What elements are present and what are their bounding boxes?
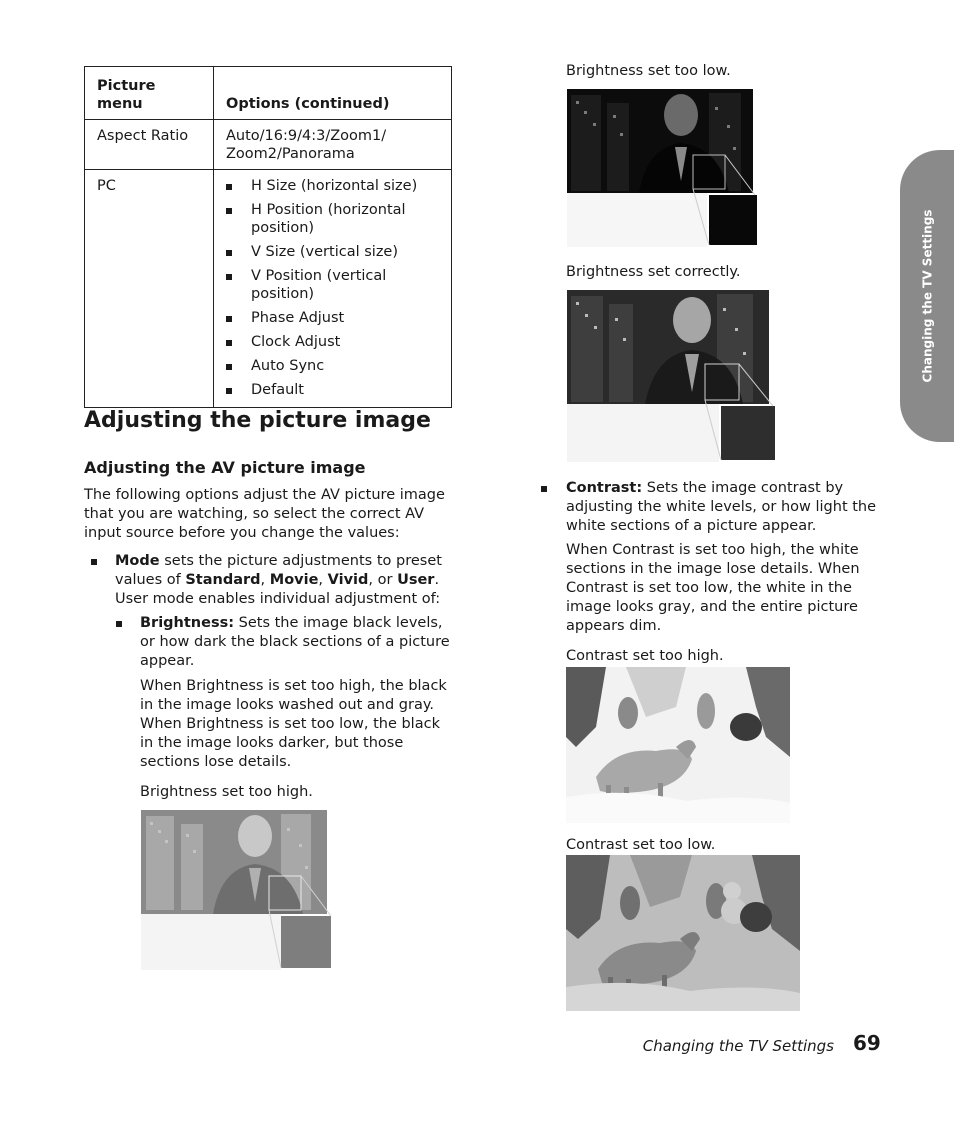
- options-table: [84, 66, 452, 408]
- photo-contrast-high: [566, 667, 790, 823]
- list-item: Clock Adjust: [226, 333, 439, 351]
- list-item: H Size (horizontal size): [226, 177, 439, 195]
- row-value-pc: [214, 170, 452, 408]
- list-item: V Size (vertical size): [226, 243, 439, 261]
- brightness-paragraph: Brightness: Sets the image black levels, or how dark the black sections of a picture appear.: [140, 615, 450, 669]
- list-item: Default: [226, 381, 439, 399]
- section-subtitle: Adjusting the AV picture image: [84, 458, 366, 477]
- contrast-detail: When Contrast is set too high, the white sections in the image lose details. When Contrast is set too low, the white in the image looks gray, and the entire picture appears dim.: [566, 542, 860, 634]
- mode-paragraph: Mode sets the picture adjustments to preset values of Standard, Movie, Vivid, or User. User mode enables individual adjustment of:: [115, 553, 442, 607]
- photo-contrast-low: [566, 855, 800, 1011]
- table-header-picture-menu: Picture menu: [85, 67, 214, 120]
- contrast-paragraph: Contrast: Sets the image contrast by adjusting the white levels, or how light the white sections of a picture appear.: [566, 480, 877, 534]
- table-row: [85, 170, 452, 408]
- table-row: [85, 120, 452, 170]
- caption-contrast-high: Contrast set too high.: [566, 648, 724, 664]
- footer-chapter-title: Changing the TV Settings: [642, 1037, 834, 1055]
- chapter-side-tab-label: Changing the TV Settings: [920, 209, 935, 383]
- brightness-item: [116, 614, 456, 671]
- list-item: H Position (horizontal position): [226, 201, 439, 237]
- mode-item: [91, 552, 451, 609]
- pc-options-list: [226, 177, 439, 399]
- list-item: Auto Sync: [226, 357, 439, 375]
- photo-brightness-high: [141, 810, 333, 970]
- brightness-detail: When Brightness is set too high, the black in the image looks washed out and gray. When Brightness is set too low, the black in the image looks darker, but those sections lose details.: [140, 678, 447, 770]
- intro-paragraph: The following options adjust the AV picture image that you are watching, so select the correct AV input source before you change the values:: [84, 487, 445, 541]
- caption-brightness-correct: Brightness set correctly.: [566, 264, 741, 280]
- page-number: 69: [853, 1031, 881, 1055]
- row-label-aspect-ratio: Aspect Ratio: [85, 120, 214, 170]
- list-item: V Position (vertical position): [226, 267, 439, 303]
- row-label-pc: PC: [85, 170, 214, 408]
- row-value-aspect-ratio: Auto/16:9/4:3/Zoom1/ Zoom2/Panorama: [214, 120, 452, 170]
- caption-brightness-low: Brightness set too low.: [566, 63, 731, 79]
- section-title: Adjusting the picture image: [84, 408, 431, 433]
- caption-contrast-low: Contrast set too low.: [566, 837, 716, 853]
- photo-brightness-correct: [567, 290, 779, 462]
- photo-brightness-low: [567, 89, 759, 247]
- contrast-item: [541, 479, 881, 536]
- table-header-options: Options (continued): [214, 67, 452, 120]
- list-item: Phase Adjust: [226, 309, 439, 327]
- caption-brightness-high: Brightness set too high.: [140, 784, 313, 800]
